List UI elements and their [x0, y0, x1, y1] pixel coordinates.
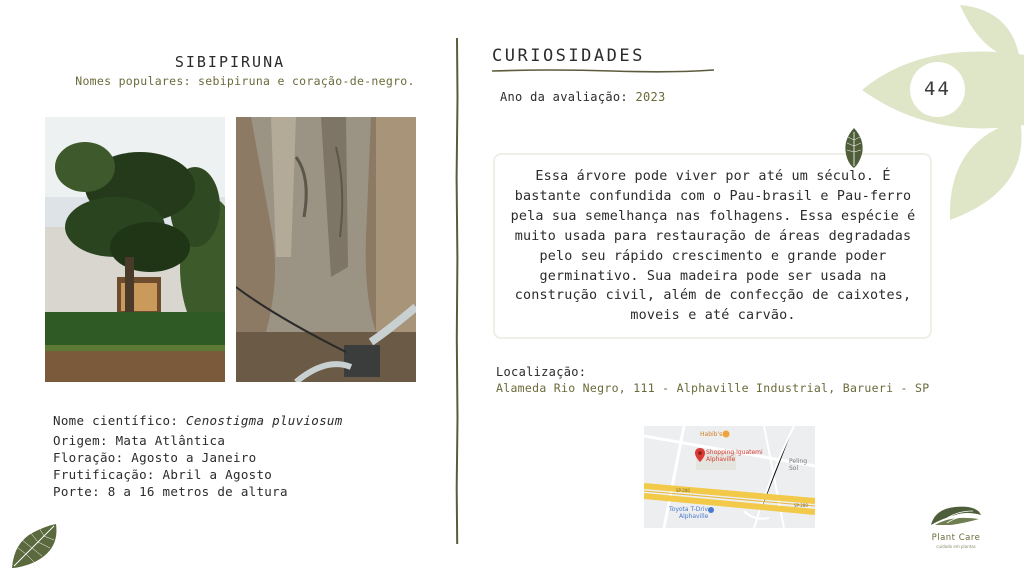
popular-names: Nomes populares: sebipiruna e coração-de-negro. [75, 74, 415, 88]
species-info [53, 412, 383, 500]
leaf-icon [10, 522, 60, 570]
map-poi-shopping: Shopping Iguatemi [706, 449, 763, 456]
map-poi-toyota: Toyota T-Drive [669, 506, 712, 513]
location-address: Alameda Rio Negro, 111 - Alphaville Industrial, Barueri - SP [496, 381, 930, 395]
location-map[interactable] [644, 426, 815, 528]
size-row: Porte: 8 a 16 metros de altura [53, 484, 288, 499]
eval-year-value: 2023 [635, 90, 666, 104]
curiosities-text: Essa árvore pode viver por até um século. É bastante confundida com o Pau-brasil e Pau-ferro pela sua semelhança nas folhagens. Essa espécie é muito usada para restauração de áreas degradadas pelo seu rápido crescimento e grande poder germinativo. Sua madeira pode ser usada na construção civil, além de confecção de caixotes, moveis e até carvão. [510, 169, 916, 324]
scientific-name-value: Cenostigma pluviosum [186, 413, 343, 428]
map-poi-peling: Peling Sol [789, 458, 808, 472]
flowering-row: Floração: Agosto a Janeiro [53, 450, 257, 465]
evaluation-year [500, 90, 666, 104]
vertical-divider [454, 38, 460, 544]
scientific-name-row [53, 412, 383, 429]
tree-photo [45, 117, 225, 382]
title-underline [492, 68, 714, 74]
origin-row: Origem: Mata Atlântica [53, 433, 226, 448]
curiosities-title: CURIOSIDADES [492, 46, 645, 66]
plant-care-logo [921, 501, 991, 531]
map-poi-toyota-sub: Alphaville [679, 513, 709, 520]
map-road-label: SP-280 [676, 488, 690, 493]
map-poi-habbib: Habib's [700, 431, 723, 438]
leaf-icon [843, 128, 865, 168]
logo-name: Plant Care [931, 533, 981, 543]
map-pin-icon [695, 448, 705, 462]
logo-tagline: cuidado em plantas [936, 544, 976, 549]
scientific-name-label: Nome científico: [53, 413, 179, 428]
map-poi-shopping-sub: Alphaville [706, 456, 736, 463]
location-label: Localização: [496, 365, 587, 379]
trunk-photo [236, 117, 416, 382]
eval-label: Ano da avaliação: [500, 90, 628, 104]
map-road-label: SP-280 [794, 503, 808, 508]
page-number: 44 [924, 78, 951, 100]
species-title: SIBIPIRUNA [174, 53, 286, 71]
fruiting-row: Frutificação: Abril a Agosto [53, 467, 273, 482]
